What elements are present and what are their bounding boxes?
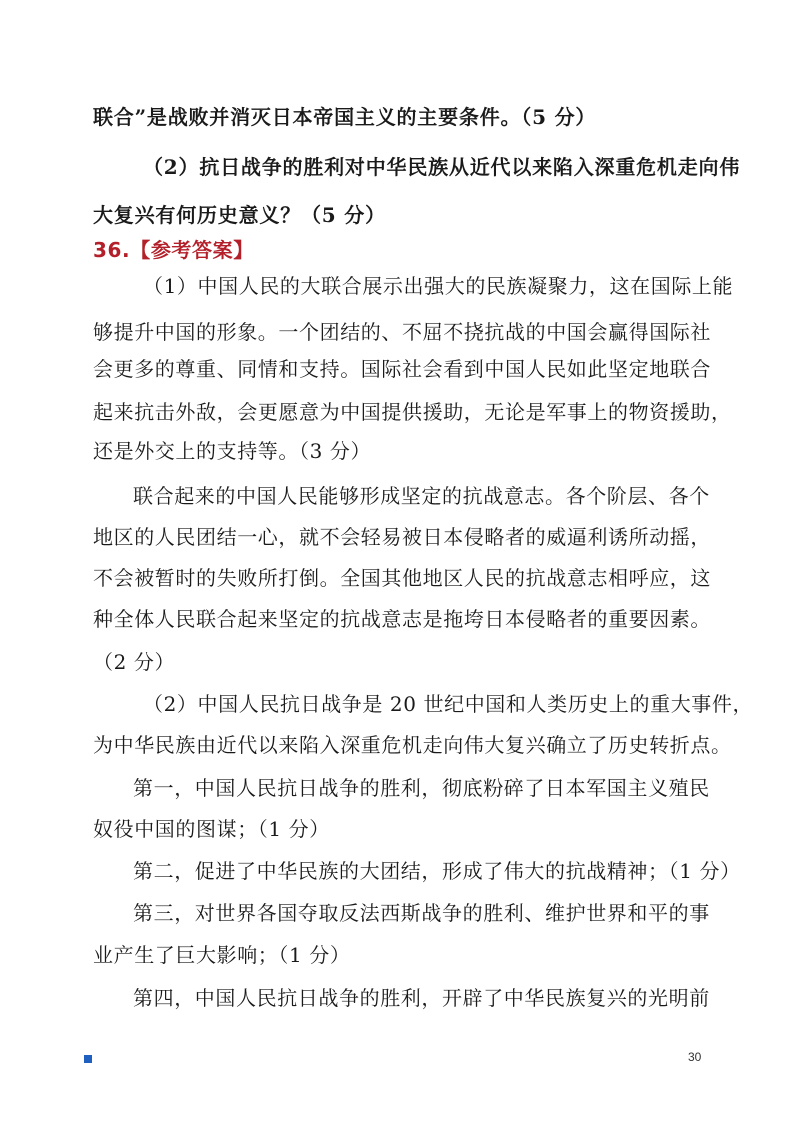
answer-p6-line: 第三，对世界各国夺取反法西斯战争的胜利、维护世界和平的事 bbox=[133, 901, 710, 925]
question-part2-line-1: （2）抗日战争的胜利对中华民族从近代以来陷入深重危机走向伟 bbox=[143, 155, 741, 179]
answer-p2-line: 种全体人民联合起来坚定的抗战意志是拖垮日本侵略者的重要因素。 bbox=[93, 607, 711, 631]
answer-p1-line: （1）中国人民的大联合展示出强大的民族凝聚力，这在国际上能 bbox=[143, 274, 734, 298]
answer-p2-line: （2 分） bbox=[93, 650, 176, 674]
question-part2-line-2: 大复兴有何历史意义？（5 分） bbox=[93, 203, 386, 227]
answer-p5-line: 第二，促进了中华民族的大团结，形成了伟大的抗战精神；（1 分） bbox=[133, 859, 741, 883]
page-number: 30 bbox=[688, 1050, 702, 1064]
answer-p2-line: 地区的人民团结一心，就不会轻易被日本侵略者的威逼利诱所动摇， bbox=[93, 525, 711, 549]
answer-p4-line: 第一，中国人民抗日战争的胜利，彻底粉碎了日本军国主义殖民 bbox=[133, 776, 710, 800]
answer-p2-line: 不会被暂时的失败所打倒。全国其他地区人民的抗战意志相呼应，这 bbox=[93, 566, 711, 590]
question-line-1: 联合”是战败并消灭日本帝国主义的主要条件。（5 分） bbox=[93, 105, 597, 129]
answer-p3-line: （2）中国人民抗日战争是 20 世纪中国和人类历史上的重大事件， bbox=[143, 692, 754, 716]
answer-p1-line: 还是外交上的支持等。（3 分） bbox=[93, 439, 372, 463]
answer-p2-line: 联合起来的中国人民能够形成坚定的抗战意志。各个阶层、各个 bbox=[133, 484, 710, 508]
answer-p1-line: 起来抗击外敌，会更愿意为中国提供援助，无论是军事上的物资援助， bbox=[93, 400, 732, 424]
answer-heading: 36.【参考答案】 bbox=[93, 238, 254, 262]
answer-p1-line: 会更多的尊重、同情和支持。国际社会看到中国人民如此坚定地联合 bbox=[93, 357, 711, 381]
answer-p1-line: 够提升中国的形象。一个团结的、不屈不挠抗战的中国会赢得国际社 bbox=[93, 320, 711, 344]
answer-p4-line: 奴役中国的图谋；（1 分） bbox=[93, 817, 330, 841]
answer-p7-line: 第四，中国人民抗日战争的胜利，开辟了中华民族复兴的光明前 bbox=[133, 986, 710, 1010]
footer-square-icon bbox=[84, 1055, 92, 1063]
answer-p6-line: 业产生了巨大影响；（1 分） bbox=[93, 943, 351, 967]
answer-p3-line: 为中华民族由近代以来陷入深重危机走向伟大复兴确立了历史转折点。 bbox=[93, 733, 732, 757]
